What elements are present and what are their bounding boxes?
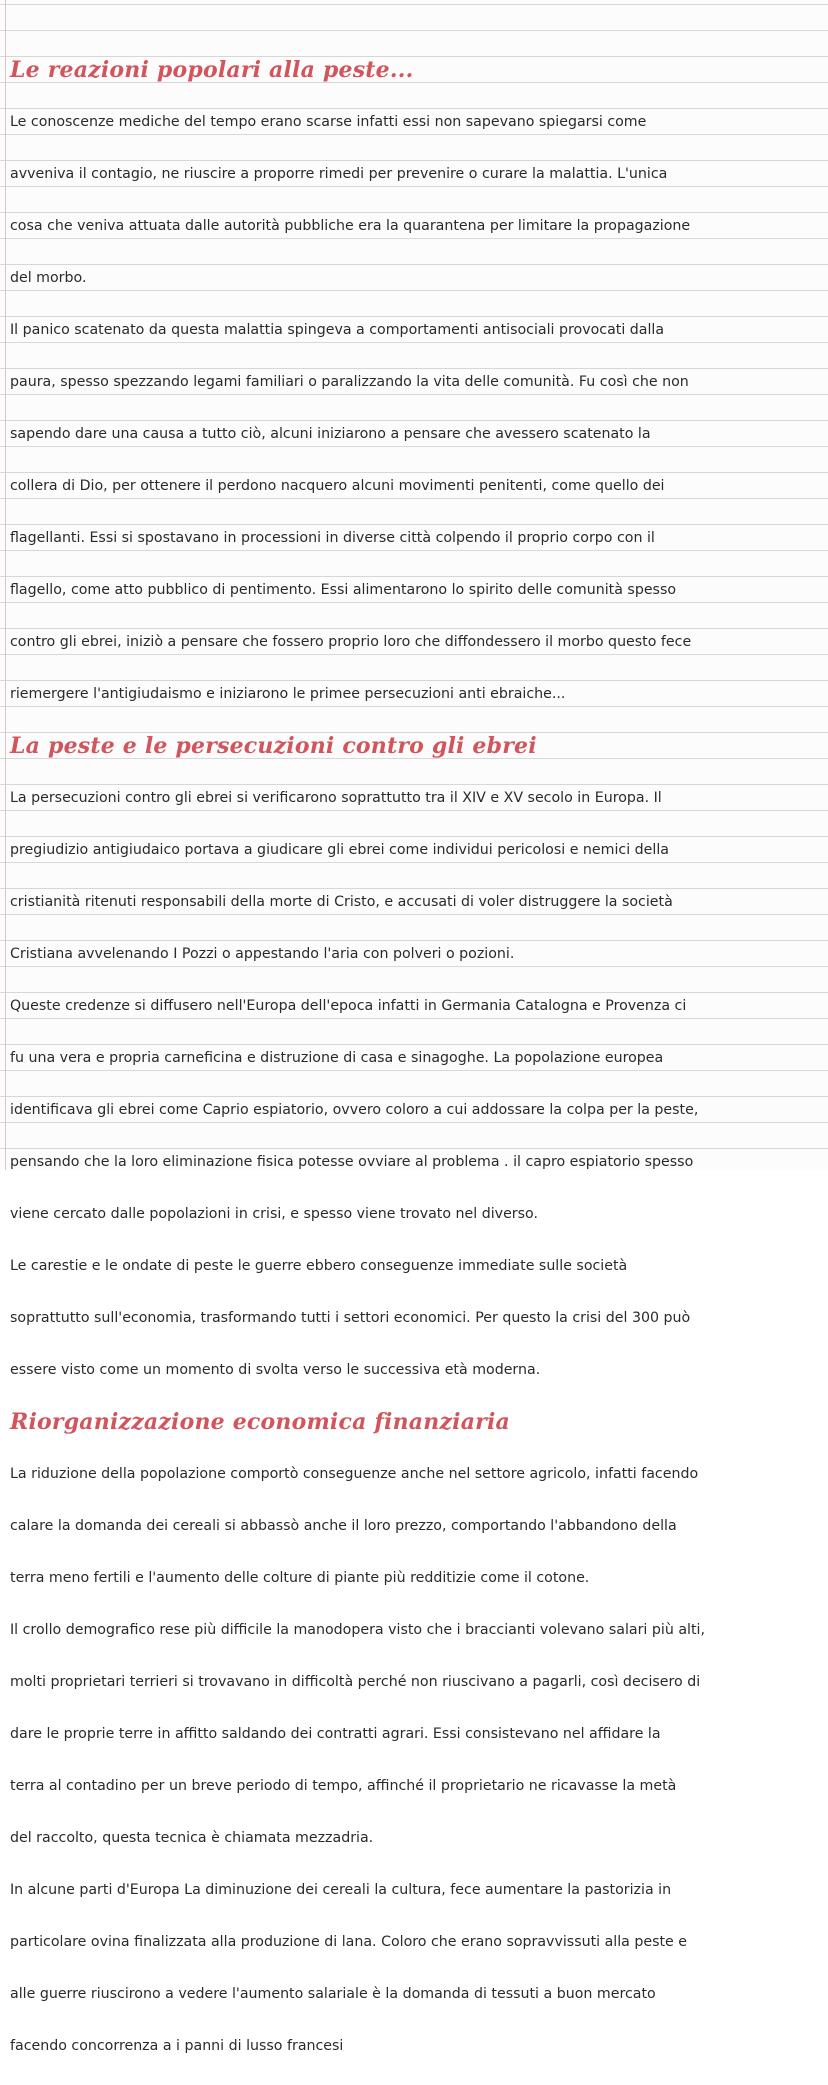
text-line: collera di Dio, per ottenere il perdono nacquero alcuni movimenti penitenti, come quello dei xyxy=(10,478,665,494)
text-line: soprattutto sull'economia, trasformando tutti i settori economici. Per questo la crisi del 300 può xyxy=(10,1310,691,1326)
text-line: terra al contadino per un breve periodo di tempo, affinché il proprietario ne ricavasse la metà xyxy=(10,1778,677,1794)
text-line: flagellanti. Essi si spostavano in processioni in diverse città colpendo il proprio corpo con il xyxy=(10,530,655,546)
section-reazioni-popolari xyxy=(10,57,818,733)
text-line: Il crollo demografico rese più difficile la manodopera visto che i braccianti volevano salari più alti, xyxy=(10,1622,705,1638)
text-line: La riduzione della popolazione comportò conseguenze anche nel settore agricolo, infatti facendo xyxy=(10,1466,699,1482)
text-line: cosa che veniva attuata dalle autorità pubbliche era la quarantena per limitare la propagazione xyxy=(10,218,691,234)
text-line: terra meno fertili e l'aumento delle colture di piante più redditizie come il cotone. xyxy=(10,1570,590,1586)
section-title: Riorganizzazione economica finanziaria xyxy=(10,1409,510,1435)
section-body xyxy=(10,1435,818,2085)
text-line: del raccolto, questa tecnica è chiamata mezzadria. xyxy=(10,1830,374,1846)
section-persecuzioni-ebrei xyxy=(10,733,818,1409)
section-body xyxy=(10,759,818,1409)
text-line: riemergere l'antigiudaismo e iniziarono le primee persecuzioni anti ebraiche... xyxy=(10,686,566,702)
text-line: avveniva il contagio, ne riuscire a proporre rimedi per prevenire o curare la malattia. L'unica xyxy=(10,166,668,182)
section-riorganizzazione xyxy=(10,1409,818,2085)
margin-line xyxy=(5,0,6,1170)
section-body xyxy=(10,83,818,733)
text-line: facendo concorrenza a i panni di lusso francesi xyxy=(10,2038,344,2054)
text-line: molti proprietari terrieri si trovavano in difficoltà perché non riuscivano a pagarli, così decisero di xyxy=(10,1674,701,1690)
text-line: pregiudizio antigiudaico portava a giudicare gli ebrei come individui pericolosi e nemici della xyxy=(10,842,669,858)
text-line: cristianità ritenuti responsabili della morte di Cristo, e accusati di voler distruggere la società xyxy=(10,894,673,910)
text-line: contro gli ebrei, iniziò a pensare che fossero proprio loro che diffondessero il morbo questo fece xyxy=(10,634,692,650)
text-line: identificava gli ebrei come Caprio espiatorio, ovvero coloro a cui addossare la colpa per la peste, xyxy=(10,1102,699,1118)
text-line: Queste credenze si diffusero nell'Europa dell'epoca infatti in Germania Catalogna e Provenza ci xyxy=(10,998,687,1014)
text-line: Le conoscenze mediche del tempo erano scarse infatti essi non sapevano spiegarsi come xyxy=(10,114,647,130)
text-line: paura, spesso spezzando legami familiari o paralizzando la vita delle comunità. Fu così che non xyxy=(10,374,689,390)
section-title: La peste e le persecuzioni contro gli ebrei xyxy=(10,733,537,759)
text-line: flagello, come atto pubblico di pentimento. Essi alimentarono lo spirito delle comunità spesso xyxy=(10,582,677,598)
text-line: fu una vera e propria carneficina e distruzione di casa e sinagoghe. La popolazione europea xyxy=(10,1050,664,1066)
text-line: calare la domanda dei cereali si abbassò anche il loro prezzo, comportando l'abbandono della xyxy=(10,1518,677,1534)
text-line: Il panico scatenato da questa malattia spingeva a comportamenti antisociali provocati dalla xyxy=(10,322,665,338)
section-title: Le reazioni popolari alla peste... xyxy=(10,57,414,83)
text-line: La persecuzioni contro gli ebrei si verificarono soprattutto tra il XIV e XV secolo in Europa. Il xyxy=(10,790,662,806)
text-line: pensando che la loro eliminazione fisica potesse ovviare al problema . il capro espiatorio spesso xyxy=(10,1154,694,1170)
text-line: In alcune parti d'Europa La diminuzione dei cereali la cultura, fece aumentare la pastorizia in xyxy=(10,1882,672,1898)
document-content xyxy=(10,57,818,2085)
text-line: particolare ovina finalizzata alla produzione di lana. Coloro che erano sopravvissuti alla peste e xyxy=(10,1934,688,1950)
text-line: Le carestie e le ondate di peste le guerre ebbero conseguenze immediate sulle società xyxy=(10,1258,628,1274)
text-line: essere visto come un momento di svolta verso le successiva età moderna. xyxy=(10,1362,541,1378)
text-line: viene cercato dalle popolazioni in crisi, e spesso viene trovato nel diverso. xyxy=(10,1206,538,1222)
text-line: del morbo. xyxy=(10,270,87,286)
text-line: sapendo dare una causa a tutto ciò, alcuni iniziarono a pensare che avessero scatenato la xyxy=(10,426,651,442)
text-line: dare le proprie terre in affitto saldando dei contratti agrari. Essi consistevano nel affidare la xyxy=(10,1726,661,1742)
text-line: alle guerre riuscirono a vedere l'aumento salariale è la domanda di tessuti a buon mercato xyxy=(10,1986,656,2002)
text-line: Cristiana avvelenando I Pozzi o appestando l'aria con polveri o pozioni. xyxy=(10,946,515,962)
